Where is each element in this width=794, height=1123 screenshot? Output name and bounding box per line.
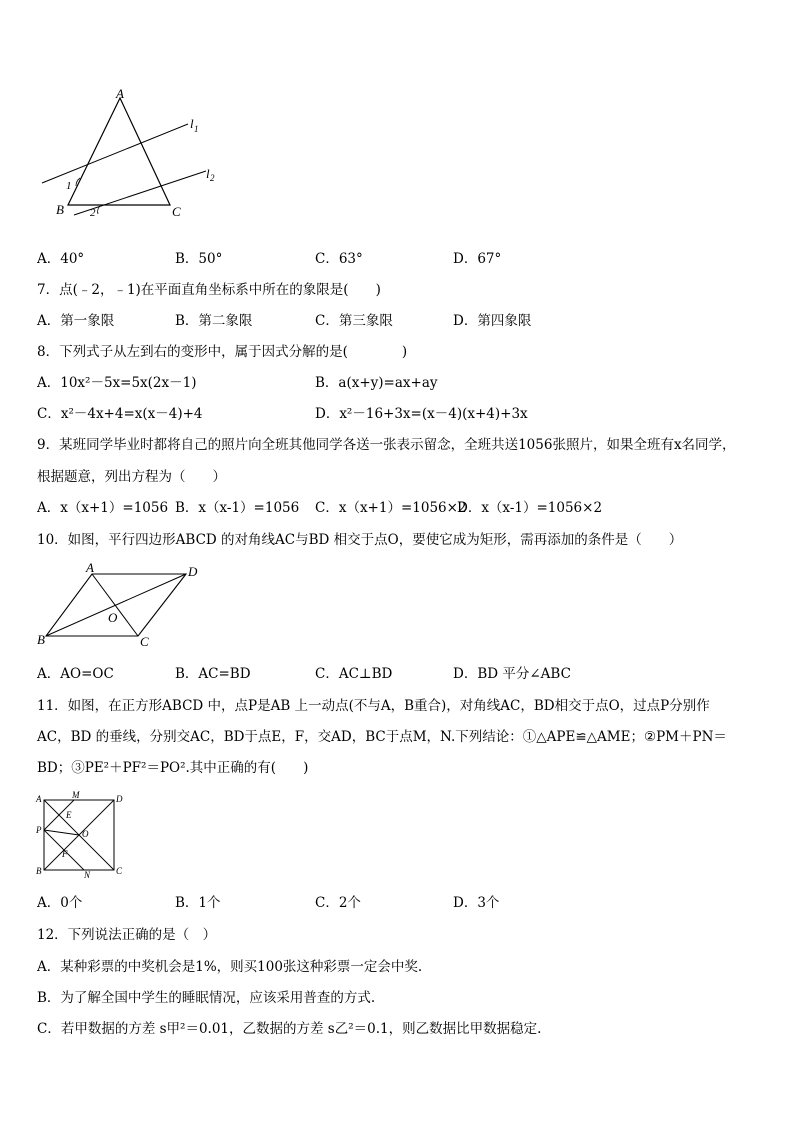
q10-label-C: C (140, 634, 149, 649)
q10-label-B: B (37, 632, 45, 647)
q12-option-b: B．为了解全国中学生的睡眠情况，应该采用普查的方式. (37, 990, 376, 1006)
q11-stem-line2: AC，BD 的垂线，分别交AC，BD于点E，F，交AD，BC于点M，N.下列结论：①△APE≌△AME；②PM＋PN＝ (37, 729, 727, 745)
q11-option-c: C．2个 (315, 895, 361, 911)
q11-stem-line1: 11．如图，在正方形ABCD 中，点P是AB 上一动点(不与A，B重合)，对角线AC，BD相交于点O，过点P分别作 (37, 698, 710, 714)
q12-stem: 12．下列说法正确的是（ ） (37, 927, 217, 943)
q10-label-O: O (108, 610, 118, 625)
label-angle2: 2 (90, 207, 96, 219)
q9-option-c: C．x（x+1）=1056×2 (315, 500, 467, 516)
q7-stem: 7．点(﹣2，﹣1)在平面直角坐标系中所在的象限是( ) (37, 282, 381, 298)
q11-label-A: A (36, 794, 42, 804)
q7-option-a: A．第一象限 (37, 313, 115, 329)
q11-label-C: C (116, 866, 123, 876)
q8-option-d: D．x²－16+3x=(x－4)(x+4)+3x (315, 406, 528, 422)
q6-option-c: C．63° (315, 251, 363, 267)
q9-option-a: A．x（x+1）=1056 (37, 500, 169, 516)
q6-option-b: B．50° (175, 251, 223, 267)
q7-option-c: C．第三象限 (315, 313, 393, 329)
q10-option-c: C．AC⊥BD (315, 666, 393, 682)
label-angle1: 1 (66, 180, 72, 192)
label-l1-sub: 1 (194, 124, 199, 134)
q8-option-c: C．x²－4x+4=x(x－4)+4 (37, 406, 203, 422)
q8-stem: 8．下列式子从左到右的变形中，属于因式分解的是( ) (37, 344, 408, 360)
q7-option-d: D．第四象限 (453, 313, 532, 329)
label-C: C (172, 204, 181, 219)
q10-option-d: D．BD 平分∠ABC (453, 666, 571, 682)
q11-label-M: M (72, 790, 80, 800)
q11-label-O: O (82, 829, 89, 839)
q11-label-P: P (36, 825, 42, 835)
q12-option-c: C．若甲数据的方差 s甲²＝0.01，乙数据的方差 s乙²＝0.1，则乙数据比甲数据稳定. (37, 1021, 542, 1037)
label-A: A (116, 86, 124, 101)
q9-stem-line2: 根据题意，列出方程为（ ） (37, 469, 226, 485)
q6-option-d: D．67° (453, 251, 502, 267)
q11-stem-line3: BD；③PE²＋PF²＝PO².其中正确的有( ) (37, 760, 309, 776)
q10-stem: 10．如图，平行四边形ABCD 的对角线AC与BD 相交于点O，要使它成为矩形，需再添加的条件是（ ） (37, 532, 683, 548)
label-l1: l (190, 116, 194, 131)
q10-label-A: A (86, 560, 94, 575)
q7-option-b: B．第二象限 (175, 313, 253, 329)
q11-label-F: F (62, 849, 68, 859)
q9-stem-line1: 9．某班同学毕业时都将自己的照片向全班其他同学各送一张表示留念，全班共送1056张照片，如果全班有x名同学， (37, 437, 736, 453)
q11-label-B: B (36, 866, 42, 876)
q12-option-a: A．某种彩票的中奖机会是1%，则买100张这种彩票一定会中奖. (37, 959, 423, 975)
q10-option-b: B．AC=BD (175, 666, 251, 682)
q6-option-a: A．40° (37, 251, 85, 267)
q8-option-a: A．10x²－5x=5x(2x－1) (37, 375, 197, 391)
parallelogram-figure (34, 560, 214, 652)
q9-option-b: B．x（x-1）=1056 (175, 500, 300, 516)
q10-label-D: D (188, 564, 198, 579)
q11-option-a: A．0个 (37, 895, 83, 911)
label-l2-sub: 2 (210, 173, 215, 183)
label-l2: l (206, 166, 210, 181)
q11-label-E: E (66, 810, 72, 820)
q9-option-d: D．x（x-1）=1056×2 (457, 500, 603, 516)
q8-option-b: B．a(x+y)=ax+ay (315, 375, 438, 391)
q11-label-N: N (84, 870, 91, 880)
q11-option-b: B．1个 (175, 895, 221, 911)
triangle-figure (36, 86, 226, 226)
square-figure (34, 790, 130, 882)
q10-option-a: A．AO=OC (37, 666, 114, 682)
q11-label-D: D (116, 794, 123, 804)
q11-option-d: D．3个 (453, 895, 500, 911)
label-B: B (56, 202, 64, 217)
